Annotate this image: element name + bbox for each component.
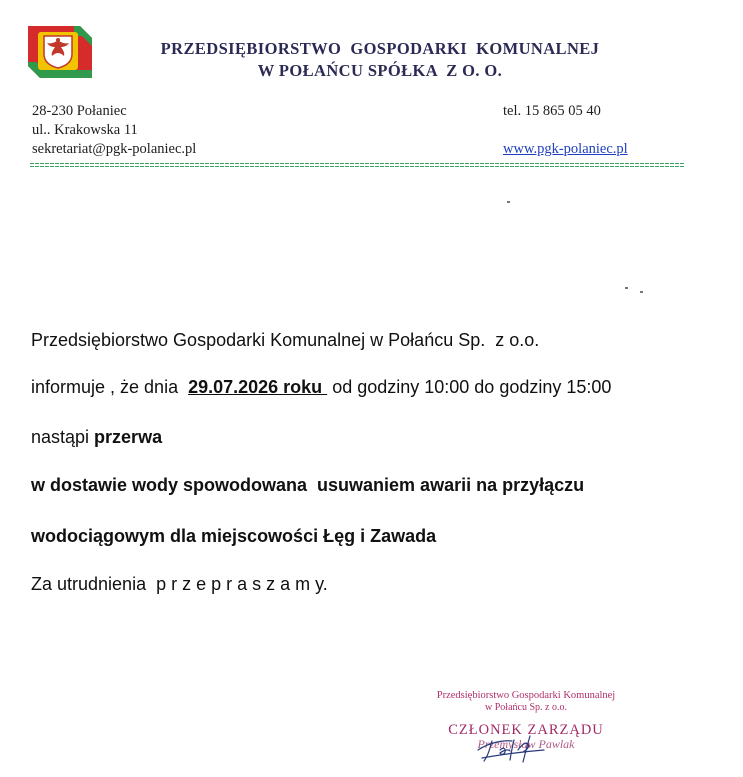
notice-line-3 xyxy=(31,427,162,448)
stamp-company-line: Przedsiębiorstwo Gospodarki Komunalnej xyxy=(436,690,616,701)
stamp-title: CZŁONEK ZARZĄDU xyxy=(448,722,604,738)
stamp-name: Przemysław Pawlak xyxy=(477,737,575,751)
email-address[interactable]: sekretariat@pgk-polaniec.pl xyxy=(32,141,197,157)
notice-line-6: Za utrudnienia p r z e p r a s z a m y. xyxy=(31,574,328,594)
phone-number: tel. 15 865 05 40 xyxy=(503,103,601,119)
street-address: ul.. Krakowska 11 xyxy=(32,122,138,138)
company-name xyxy=(110,38,650,82)
notice-line-2-start: informuje , że dnia xyxy=(31,377,189,397)
address-block xyxy=(32,102,196,159)
header-divider xyxy=(30,162,685,168)
notice-line-4: w dostawie wody spowodowana usuwaniem awarii na przyłączu xyxy=(31,475,585,495)
scan-speck xyxy=(640,291,643,293)
website-link[interactable]: www.pgk-polaniec.pl xyxy=(503,141,628,157)
notice-interruption-word: przerwa xyxy=(94,427,163,447)
company-name-line2: W POŁAŃCU SPÓŁKA Z O. O. xyxy=(257,61,503,80)
company-logo-icon xyxy=(22,20,96,84)
scan-speck xyxy=(507,201,510,203)
notice-line-5: wodociągowym dla miejscowości Łęg i Zawada xyxy=(31,526,437,546)
stamp-company-line-2: w Połańcu Sp. z o.o. xyxy=(485,702,567,713)
company-name-line1: PRZEDSIĘBIORSTWO GOSPODARKI KOMUNALNEJ xyxy=(160,39,600,58)
outage-date: 29.07.2026 roku xyxy=(188,377,328,397)
notice-line-2 xyxy=(31,377,611,398)
handwritten-signature xyxy=(470,728,560,768)
notice-line-3-start: nastąpi xyxy=(31,427,95,447)
contact-block xyxy=(503,102,628,159)
notice-line-1: Przedsiębiorstwo Gospodarki Komunalnej w Połańcu Sp. z o.o. xyxy=(31,330,540,350)
scan-speck xyxy=(625,287,628,289)
notice-line-2-end: od godziny 10:00 do godziny 15:00 xyxy=(327,377,612,397)
postal-address: 28-230 Połaniec xyxy=(32,103,127,119)
